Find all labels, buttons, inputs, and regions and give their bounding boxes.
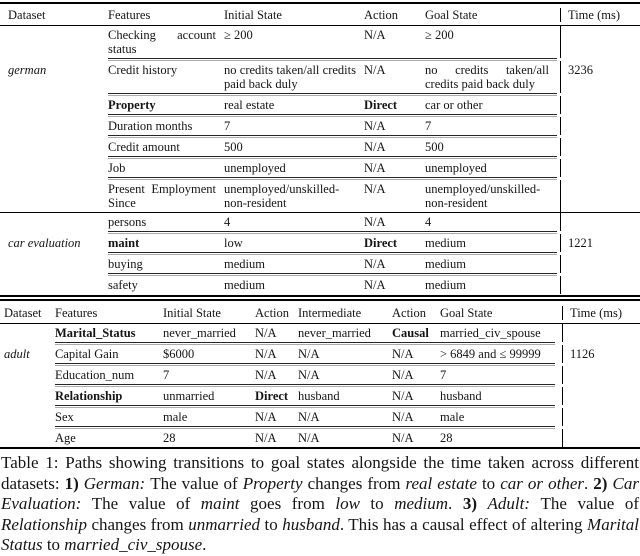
value-cell: car or other	[425, 98, 483, 112]
caption-segment: .	[202, 535, 207, 554]
table-adult	[0, 302, 640, 447]
dataset-cell	[8, 26, 108, 30]
time-cell	[560, 255, 640, 273]
value-cell: Direct	[364, 98, 398, 112]
value-cell: never_married	[163, 326, 236, 340]
column-header: Dataset	[4, 306, 42, 320]
table-row	[0, 387, 640, 405]
dataset-cell	[8, 180, 108, 184]
time-cell	[560, 213, 640, 231]
value-cell: N/A	[364, 28, 386, 42]
time-value: 1126	[562, 345, 640, 363]
value-cell: N/A	[364, 257, 386, 271]
value-cell: Causal	[392, 326, 429, 340]
caption-segment: changes from	[302, 473, 406, 493]
value-cell: N/A	[392, 389, 414, 403]
value-cell: N/A	[364, 182, 386, 196]
dataset-cell	[8, 276, 108, 280]
value-cell: N/A	[255, 326, 277, 340]
value-cell: 7	[163, 368, 170, 382]
value-cell: medium	[425, 257, 466, 271]
caption-segment: medium	[394, 494, 449, 513]
value-cell: 7	[224, 119, 231, 133]
column-header: Action	[364, 8, 399, 22]
value-cell: husband	[298, 389, 340, 403]
caption-segment: Adult:	[487, 494, 541, 513]
value-cell: 28	[163, 431, 176, 445]
dataset-cell	[4, 429, 55, 433]
value-cell: 4	[425, 215, 432, 229]
value-cell: Marital_Status	[55, 326, 136, 340]
value-cell: N/A	[392, 410, 414, 424]
value-cell: Relationship	[55, 389, 123, 403]
caption-segment: Property	[242, 473, 303, 493]
value-cell: 28	[440, 431, 453, 445]
value-cell: N/A	[364, 215, 386, 229]
value-cell: N/A	[364, 119, 386, 133]
caption-segment: .	[583, 473, 594, 493]
value-cell: N/A	[392, 347, 414, 361]
value-cell: Checking account status	[108, 28, 216, 56]
dataset-cell	[8, 138, 108, 142]
table-row	[0, 159, 640, 177]
dataset-label: car evaluation	[8, 236, 81, 250]
dataset-label: german	[8, 63, 47, 77]
value-cell: N/A	[392, 431, 414, 445]
value-cell: unemployed	[425, 161, 487, 175]
time-cell	[560, 276, 640, 294]
value-cell: > 6849 and ≤ 99999	[440, 347, 541, 361]
caption-segment: unmarried	[188, 514, 260, 534]
table-row	[0, 366, 640, 384]
value-cell: unmarried	[163, 389, 215, 403]
caption	[0, 453, 640, 556]
value-cell: N/A	[298, 431, 320, 445]
value-cell: no credits taken/all credits paid back duly	[224, 63, 356, 91]
value-cell: ≥ 200	[224, 28, 253, 42]
value-cell: maint	[108, 236, 140, 250]
time-cell	[562, 429, 640, 447]
column-header: Features	[55, 306, 98, 320]
value-cell: married_civ_spouse	[440, 326, 541, 340]
value-cell: Direct	[255, 389, 289, 403]
value-cell: safety	[108, 278, 138, 292]
value-cell: N/A	[364, 278, 386, 292]
value-cell: Credit amount	[108, 140, 180, 154]
caption-segment: The value of	[150, 473, 243, 493]
time-cell	[562, 387, 640, 405]
dataset-cell	[4, 366, 55, 370]
value-cell: Capital Gain	[55, 347, 119, 361]
value-cell: medium	[224, 257, 265, 271]
column-header: Intermediate	[298, 306, 362, 320]
value-cell: $6000	[163, 347, 195, 361]
value-cell: ≥ 200	[425, 28, 454, 42]
dataset-cell	[4, 324, 55, 328]
caption-segment: changes from	[86, 514, 189, 534]
caption-segment: . This has a causal effect of altering	[339, 514, 588, 534]
value-cell: male	[440, 410, 465, 424]
time-cell	[560, 26, 640, 58]
table-row	[0, 255, 640, 273]
value-cell: N/A	[255, 347, 277, 361]
value-cell: Present Employment Since	[108, 182, 216, 210]
column-header: Goal State	[425, 8, 478, 22]
dataset-cell	[4, 408, 55, 412]
caption-segment: 1)	[64, 473, 84, 493]
value-cell: husband	[440, 389, 482, 403]
table-row	[0, 96, 640, 114]
value-cell: low	[224, 236, 243, 250]
time-cell	[560, 117, 640, 135]
value-cell: 500	[425, 140, 444, 154]
dataset-cell	[8, 117, 108, 121]
caption-segment: real estate	[405, 473, 477, 493]
time-cell	[562, 324, 640, 342]
value-cell: N/A	[364, 161, 386, 175]
table-divider-rule	[0, 295, 640, 301]
time-cell	[562, 408, 640, 426]
caption-segment: to	[260, 514, 283, 534]
table-row	[0, 26, 640, 58]
dataset-label: adult	[4, 347, 30, 361]
caption-segment: Relationship	[1, 514, 87, 534]
time-cell	[560, 180, 640, 212]
time-cell	[562, 366, 640, 384]
caption-segment: husband	[282, 514, 340, 534]
value-cell: unemployed/unskilled-non-resident	[224, 182, 340, 210]
time-value: 3236	[560, 61, 640, 93]
caption-segment: .	[448, 494, 463, 513]
time-value: 1221	[560, 234, 640, 252]
caption-segment: car or other	[500, 473, 584, 493]
caption-segment: The value of	[91, 494, 201, 513]
caption-segment: married_civ_spouse	[64, 535, 203, 554]
value-cell: N/A	[298, 410, 320, 424]
value-cell: N/A	[364, 140, 386, 154]
table-row	[0, 234, 640, 252]
value-cell: Job	[108, 161, 126, 175]
dataset-cell	[8, 213, 108, 217]
value-cell: Education_num	[55, 368, 135, 382]
value-cell: N/A	[255, 368, 277, 382]
dataset-cell	[8, 255, 108, 259]
value-cell: N/A	[364, 63, 386, 77]
value-cell: Sex	[55, 410, 74, 424]
time-cell	[560, 138, 640, 156]
caption-segment: The value of	[540, 494, 640, 513]
value-cell: 7	[425, 119, 432, 133]
value-cell: Credit history	[108, 63, 178, 77]
caption-segment: to	[476, 473, 501, 493]
column-header: Initial State	[224, 8, 282, 22]
caption-segment: German:	[83, 473, 151, 493]
value-cell: Duration months	[108, 119, 193, 133]
value-cell: medium	[224, 278, 265, 292]
caption-segment: Marital Status	[1, 514, 639, 554]
table-row	[0, 180, 640, 212]
value-cell: buying	[108, 257, 143, 271]
value-cell: 4	[224, 215, 231, 229]
value-cell: N/A	[298, 347, 320, 361]
value-cell: unemployed/unskilled-non-resident	[425, 182, 541, 210]
value-cell: Property	[108, 98, 156, 112]
caption-segment: 3)	[462, 494, 488, 513]
value-cell: male	[163, 410, 188, 424]
caption-segment: low	[335, 494, 360, 513]
table-header-row	[0, 302, 640, 323]
column-header: Goal State	[440, 306, 493, 320]
column-header: Action	[392, 306, 427, 320]
value-cell: Direct	[364, 236, 398, 250]
table-row	[0, 276, 640, 294]
value-cell: N/A	[255, 410, 277, 424]
table-row	[0, 345, 640, 363]
dataset-cell	[8, 159, 108, 163]
value-cell: medium	[425, 278, 466, 292]
value-cell: N/A	[298, 368, 320, 382]
table-row	[0, 138, 640, 156]
column-header: Time (ms)	[562, 306, 640, 320]
caption-segment: goes from	[239, 494, 336, 513]
column-header: Action	[255, 306, 290, 320]
value-cell: real estate	[224, 98, 275, 112]
column-header: Dataset	[8, 8, 46, 22]
table-row	[0, 117, 640, 135]
table-row	[0, 429, 640, 447]
value-cell: medium	[425, 236, 466, 250]
table-row	[0, 61, 640, 93]
value-cell: no credits taken/all credits paid back duly	[425, 63, 549, 91]
caption-segment: to	[359, 494, 395, 513]
table-row	[0, 324, 640, 342]
table-header-row	[0, 4, 640, 25]
value-cell: Age	[55, 431, 76, 445]
caption-segment: 2)	[593, 473, 613, 493]
table-german-car	[0, 4, 640, 294]
time-cell	[560, 159, 640, 177]
table-row	[0, 213, 640, 231]
value-cell: 500	[224, 140, 243, 154]
column-header: Initial State	[163, 306, 221, 320]
caption-segment: Car Evaluation:	[1, 473, 639, 513]
value-cell: never_married	[298, 326, 371, 340]
value-cell: persons	[108, 215, 147, 229]
value-cell: N/A	[392, 368, 414, 382]
value-cell: unemployed	[224, 161, 286, 175]
column-header: Time (ms)	[560, 8, 640, 22]
table-bottom-rule	[0, 447, 640, 449]
caption-segment: maint	[200, 494, 240, 513]
dataset-cell	[4, 387, 55, 391]
table-row	[0, 408, 640, 426]
time-cell	[560, 96, 640, 114]
dataset-cell	[8, 96, 108, 100]
value-cell: 7	[440, 368, 447, 382]
caption-segment: to	[42, 535, 65, 554]
column-header: Features	[108, 8, 151, 22]
caption-segment: Table 1: Paths showing transitions to goal states alongside the time taken across different datasets:	[1, 453, 639, 493]
value-cell: N/A	[255, 431, 277, 445]
